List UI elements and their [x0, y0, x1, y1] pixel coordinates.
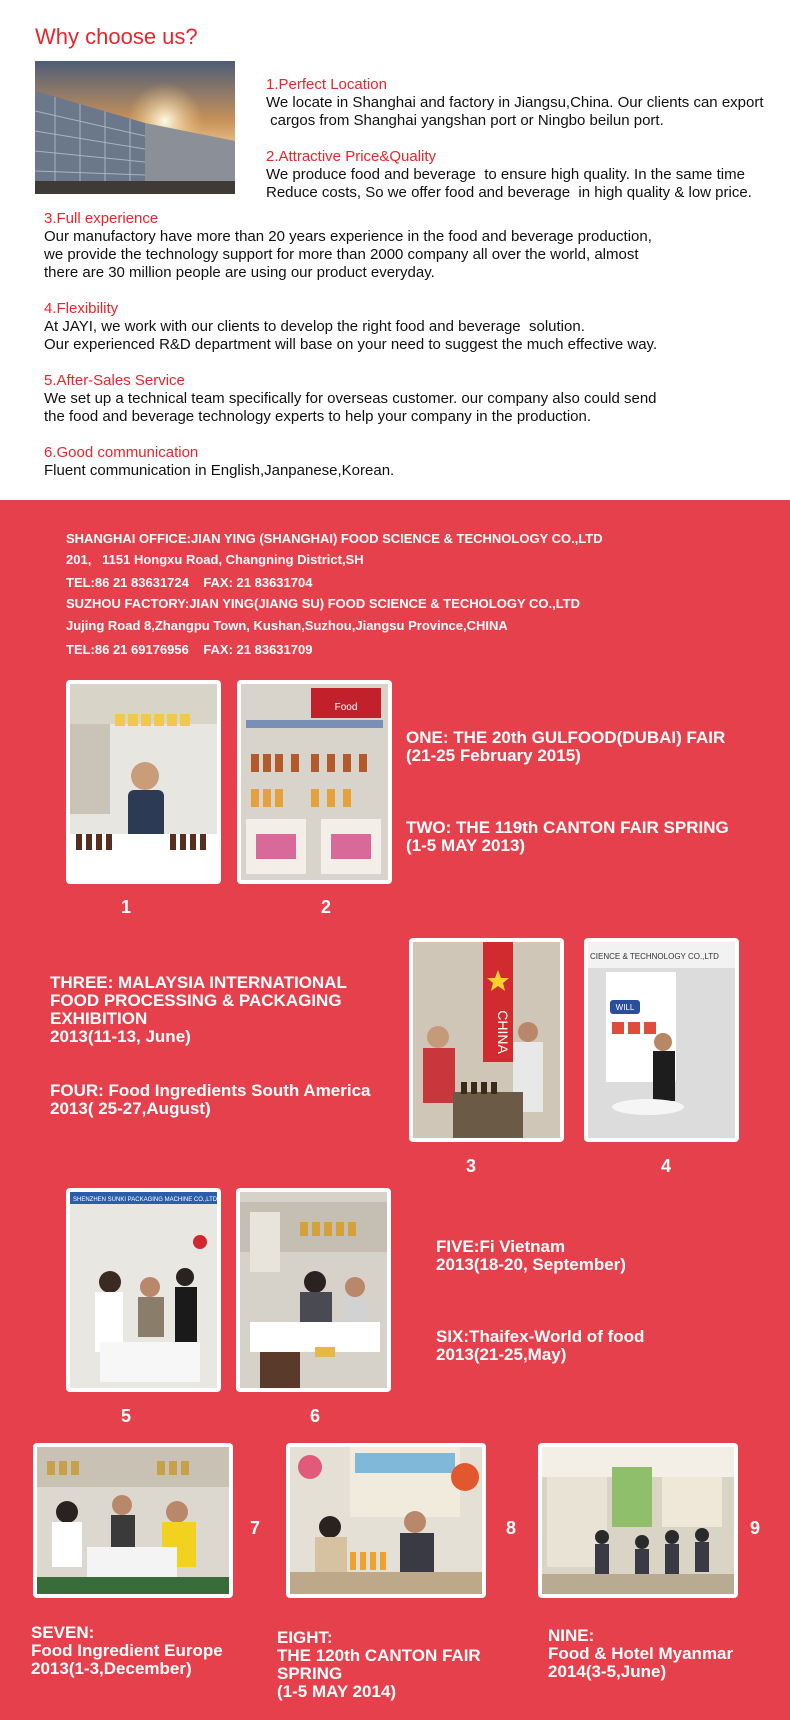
- event-line: 2013(21-25,May): [436, 1345, 567, 1364]
- banner-text: CIENCE & TECHNOLOGY CO.,LTD: [590, 952, 719, 961]
- event-line: Food & Hotel Myanmar: [548, 1644, 734, 1663]
- event-one: [406, 729, 725, 765]
- exhibition-photo-7: [33, 1443, 233, 1598]
- exhibition-photo-8: [286, 1443, 486, 1598]
- point-body-line: Our manufactory have more than 20 years experience in the food and beverage production,: [44, 228, 652, 245]
- point-title: 4.Flexibility: [44, 300, 119, 317]
- event-line: SEVEN:: [31, 1623, 95, 1642]
- suzhou-tel-fax: TEL:86 21 69176956 FAX: 21 83631709: [66, 642, 313, 657]
- point-title: 6.Good communication: [44, 444, 199, 461]
- event-line: 2013(1-3,December): [31, 1659, 192, 1678]
- event-line: 2013(11-13, June): [50, 1027, 191, 1046]
- exhibition-photo-4: [584, 938, 739, 1142]
- event-nine: [548, 1627, 733, 1681]
- suzhou-address: Jujing Road 8,Zhangpu Town, Kushan,Suzhou,Jiangsu Province,CHINA: [66, 618, 508, 633]
- point-body-line: cargos from Shanghai yangshan port or Ningbo beilun port.: [266, 112, 664, 129]
- event-two: [406, 819, 729, 855]
- point-after-sales: [44, 372, 657, 426]
- point-price-quality: [266, 148, 752, 202]
- photo-number: 4: [661, 1156, 672, 1176]
- event-line: 2013( 25-27,August): [50, 1099, 211, 1118]
- event-line: EIGHT:: [277, 1628, 333, 1647]
- photo-number: 2: [321, 897, 332, 917]
- event-line: (1-5 MAY 2013): [406, 836, 526, 855]
- exhibition-photo-2: [237, 680, 392, 884]
- exhibition-photo-3: [409, 938, 564, 1142]
- event-line: FIVE:Fi Vietnam: [436, 1237, 566, 1256]
- shanghai-tel-fax: TEL:86 21 83631724 FAX: 21 83631704: [66, 575, 313, 590]
- banner-text: CHINA: [495, 1010, 511, 1054]
- point-title: 2.Attractive Price&Quality: [266, 148, 437, 165]
- photo-number: 8: [506, 1518, 517, 1538]
- event-line: THE 120th CANTON FAIR: [277, 1646, 481, 1665]
- point-body-line: we provide the technology support for more than 2000 company all over the world, almost: [44, 246, 639, 263]
- point-title: 3.Full experience: [44, 210, 159, 227]
- event-line: (1-5 MAY 2014): [277, 1682, 397, 1701]
- exhibition-photo-9: [538, 1443, 738, 1598]
- photo-number: 1: [121, 897, 132, 917]
- point-body-line: the food and beverage technology experts to help your company in the production.: [44, 408, 592, 425]
- photo-number: 3: [466, 1156, 477, 1176]
- event-eight: [277, 1629, 481, 1701]
- point-title: 5.After-Sales Service: [44, 372, 185, 389]
- event-line: Food Ingredient Europe: [31, 1641, 223, 1660]
- photo-number: 6: [310, 1406, 321, 1426]
- point-flexibility: [44, 300, 657, 354]
- event-five: [436, 1238, 626, 1274]
- event-four: [50, 1082, 371, 1118]
- event-line: 2014(3-5,June): [548, 1662, 667, 1681]
- point-body-line: Fluent communication in English,Janpanese,Korean.: [44, 462, 395, 479]
- event-line: FOOD PROCESSING & PACKAGING: [50, 991, 342, 1010]
- why-choose-us-section: [0, 0, 790, 500]
- photo-number: 9: [750, 1518, 761, 1538]
- point-title: 1.Perfect Location: [266, 76, 387, 93]
- booth-sign-text: Food: [334, 702, 358, 713]
- shanghai-address: 201, 1151 Hongxu Road, Changning District,SH: [66, 552, 364, 567]
- event-line: THREE: MALAYSIA INTERNATIONAL: [50, 973, 347, 992]
- point-location: [266, 76, 764, 130]
- point-communication: [44, 444, 394, 480]
- exhibition-photo-5: [66, 1188, 221, 1392]
- point-experience: [44, 210, 652, 282]
- logo-text: WILL: [615, 1003, 635, 1012]
- event-line: 2013(18-20, September): [436, 1255, 626, 1274]
- point-body-line: Reduce costs, So we offer food and beverage in high quality & low price.: [266, 184, 752, 201]
- point-body-line: Our experienced R&D department will base on your need to suggest the much effective way.: [44, 336, 658, 353]
- event-line: EXHIBITION: [50, 1009, 148, 1028]
- event-line: TWO: THE 119th CANTON FAIR SPRING: [406, 818, 729, 837]
- suzhou-factory: SUZHOU FACTORY:JIAN YING(JIANG SU) FOOD SCIENCE & TECHOLOGY CO.,LTD: [66, 596, 581, 611]
- event-line: (21-25 February 2015): [406, 746, 581, 765]
- event-seven: [31, 1624, 223, 1678]
- point-body-line: We locate in Shanghai and factory in Jiangsu,China. Our clients can export: [266, 94, 764, 111]
- event-line: FOUR: Food Ingredients South America: [50, 1081, 371, 1100]
- event-line: SPRING: [277, 1664, 343, 1683]
- event-three: [50, 974, 347, 1046]
- page-title: Why choose us?: [35, 24, 198, 49]
- exhibition-photo-1: [66, 680, 221, 884]
- factory-building-image: [35, 61, 235, 194]
- event-line: ONE: THE 20th GULFOOD(DUBAI) FAIR: [406, 728, 726, 747]
- photo-number: 5: [121, 1406, 132, 1426]
- photo-number: 7: [250, 1518, 261, 1538]
- point-body-line: there are 30 million people are using our product everyday.: [44, 264, 435, 281]
- point-body-line: We set up a technical team specifically for overseas customer. our company also could send: [44, 390, 657, 407]
- point-body-line: We produce food and beverage to ensure high quality. In the same time: [266, 166, 745, 183]
- shanghai-office: SHANGHAI OFFICE:JIAN YING (SHANGHAI) FOOD SCIENCE & TECHNOLOGY CO.,LTD: [66, 531, 603, 546]
- event-line: NINE:: [548, 1626, 595, 1645]
- event-six: [436, 1328, 644, 1364]
- point-body-line: At JAYI, we work with our clients to develop the right food and beverage solution.: [44, 318, 585, 335]
- banner-text: SHENZHEN SUNKI PACKAGING MACHINE CO.,LTD: [73, 1197, 217, 1203]
- exhibition-photo-6: [236, 1188, 391, 1392]
- event-line: SIX:Thaifex-World of food: [436, 1327, 645, 1346]
